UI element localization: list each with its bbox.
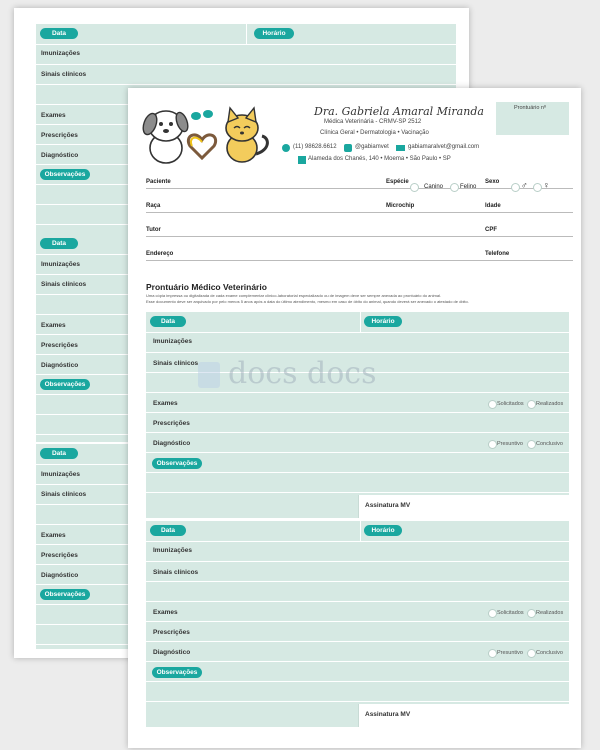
front-section-2 bbox=[146, 521, 569, 727]
record-number-label: Prontuário nº bbox=[514, 105, 546, 111]
dog-radio[interactable] bbox=[410, 183, 419, 192]
cat-radio[interactable] bbox=[450, 183, 459, 192]
front-section-1 bbox=[146, 312, 569, 518]
diagnosis-label: Diagnóstico bbox=[153, 649, 191, 656]
cpf-label: CPF bbox=[485, 227, 497, 233]
immunizations-label: Imunizações bbox=[41, 261, 81, 268]
address-label: Endereço bbox=[146, 251, 174, 257]
conclusive-radio[interactable] bbox=[527, 440, 536, 449]
time-tag: Horário bbox=[364, 525, 402, 536]
species-label: Espécie bbox=[386, 179, 409, 185]
clinical-signs-label: Sinais clínicos bbox=[41, 491, 87, 498]
vet-specialties: Clínica Geral • Dermatologia • Vacinação bbox=[320, 130, 429, 136]
phone-label: Telefone bbox=[485, 251, 510, 257]
email-icon bbox=[396, 145, 405, 151]
date-tag: Data bbox=[40, 448, 78, 459]
dog-and-cat-logo bbox=[138, 102, 278, 164]
breed-label: Raça bbox=[146, 203, 161, 209]
time-tag: Horário bbox=[254, 28, 294, 39]
plus-icon bbox=[198, 362, 220, 388]
prescriptions-label: Prescrições bbox=[41, 342, 78, 349]
immunizations-label: Imunizações bbox=[153, 547, 193, 554]
record-note-2: Esse documento deve ser arquivado por pelo menos 5 anos após a data do último atendimento, mesmo em caso de óbito do animal, quando deverá ser anexado o atestado de óbito. bbox=[146, 299, 469, 304]
patient-label: Paciente bbox=[146, 179, 171, 185]
diagnosis-label: Diagnóstico bbox=[153, 440, 191, 447]
tutor-label: Tutor bbox=[146, 227, 161, 233]
phone-text: (11) 98628.6612 bbox=[293, 144, 337, 150]
signature-box[interactable] bbox=[358, 495, 570, 518]
exams-label: Exames bbox=[41, 322, 66, 329]
prescriptions-label: Prescrições bbox=[153, 629, 190, 636]
record-note-1: Uma cópia impressa ou digitalizada de cada exame complementar clínico-laboratorial especializado ou de imagem deve ser sempre anexada ao prontuário do animal. bbox=[146, 293, 442, 298]
address-text: Alameda dos Chanés, 140 • Moema • São Paulo • SP bbox=[308, 156, 451, 162]
vet-name: Dra. Gabriela Amaral Miranda bbox=[314, 105, 484, 118]
record-number-box[interactable] bbox=[496, 102, 569, 135]
signature-box[interactable] bbox=[358, 704, 570, 727]
clinical-signs-label: Sinais clínicos bbox=[153, 569, 199, 576]
signature-label: Assinatura MV bbox=[365, 502, 411, 509]
observations-tag: Observações bbox=[152, 458, 202, 469]
immunizations-label: Imunizações bbox=[41, 50, 81, 57]
exams-label: Exames bbox=[41, 112, 66, 119]
female-radio[interactable] bbox=[533, 183, 542, 192]
conclusive-radio[interactable] bbox=[527, 649, 536, 658]
sex-label: Sexo bbox=[485, 179, 500, 185]
date-tag: Data bbox=[150, 316, 186, 327]
presumptive-label: Presuntivo bbox=[497, 441, 523, 447]
male-symbol: ♂ bbox=[521, 180, 528, 190]
prescriptions-label: Prescrições bbox=[41, 552, 78, 559]
conclusive-label: Conclusivo bbox=[536, 441, 563, 447]
immunizations-label: Imunizações bbox=[153, 338, 193, 345]
email-text: gabiamaralvet@gmail.com bbox=[408, 144, 480, 150]
record-title: Prontuário Médico Veterinário bbox=[146, 282, 267, 292]
requested-radio[interactable] bbox=[488, 609, 497, 618]
cat-label: Felino bbox=[460, 184, 477, 190]
date-tag: Data bbox=[150, 525, 186, 536]
diagnosis-label: Diagnóstico bbox=[41, 152, 79, 159]
exams-label: Exames bbox=[41, 532, 66, 539]
whatsapp-icon bbox=[282, 144, 290, 152]
clinical-signs-label: Sinais clínicos bbox=[153, 360, 199, 367]
date-tag: Data bbox=[40, 28, 78, 39]
date-tag: Data bbox=[40, 238, 78, 249]
age-label: Idade bbox=[485, 203, 501, 209]
contact-line bbox=[282, 144, 522, 154]
performed-radio[interactable] bbox=[527, 609, 536, 618]
observations-tag: Observações bbox=[152, 667, 202, 678]
vet-title: Médica Veterinária - CRMV-SP 2512 bbox=[324, 119, 422, 125]
male-radio[interactable] bbox=[511, 183, 520, 192]
time-tag: Horário bbox=[364, 316, 402, 327]
front-sheet bbox=[128, 88, 581, 748]
diagnosis-label: Diagnóstico bbox=[41, 572, 79, 579]
watermark-text: docs docs bbox=[228, 356, 377, 391]
clinical-signs-label: Sinais clínicos bbox=[41, 281, 87, 288]
performed-label: Realizados bbox=[536, 401, 564, 407]
female-symbol: ♀ bbox=[543, 180, 550, 190]
signature-label: Assinatura MV bbox=[365, 711, 411, 718]
requested-label: Solicitados bbox=[497, 401, 524, 407]
performed-radio[interactable] bbox=[527, 400, 536, 409]
prescriptions-label: Prescrições bbox=[41, 132, 78, 139]
presumptive-radio[interactable] bbox=[488, 649, 497, 658]
observations-tag: Observações bbox=[40, 379, 90, 390]
dog-label: Canino bbox=[424, 184, 444, 190]
diagnosis-label: Diagnóstico bbox=[41, 362, 79, 369]
house-icon bbox=[298, 156, 306, 164]
prescriptions-label: Prescrições bbox=[153, 420, 190, 427]
exams-label: Exames bbox=[153, 400, 178, 407]
microchip-label: Microchip bbox=[386, 203, 415, 209]
requested-radio[interactable] bbox=[488, 400, 497, 409]
instagram-text: @gabiamvet bbox=[355, 144, 389, 150]
requested-label: Solicitados bbox=[497, 610, 524, 616]
conclusive-label: Conclusivo bbox=[536, 650, 563, 656]
address-line bbox=[298, 156, 518, 166]
presumptive-radio[interactable] bbox=[488, 440, 497, 449]
instagram-icon bbox=[344, 144, 352, 152]
observations-tag: Observações bbox=[40, 169, 90, 180]
presumptive-label: Presuntivo bbox=[497, 650, 523, 656]
performed-label: Realizados bbox=[536, 610, 564, 616]
clinical-signs-label: Sinais clínicos bbox=[41, 71, 87, 78]
observations-tag: Observações bbox=[40, 589, 90, 600]
exams-label: Exames bbox=[153, 609, 178, 616]
immunizations-label: Imunizações bbox=[41, 471, 81, 478]
